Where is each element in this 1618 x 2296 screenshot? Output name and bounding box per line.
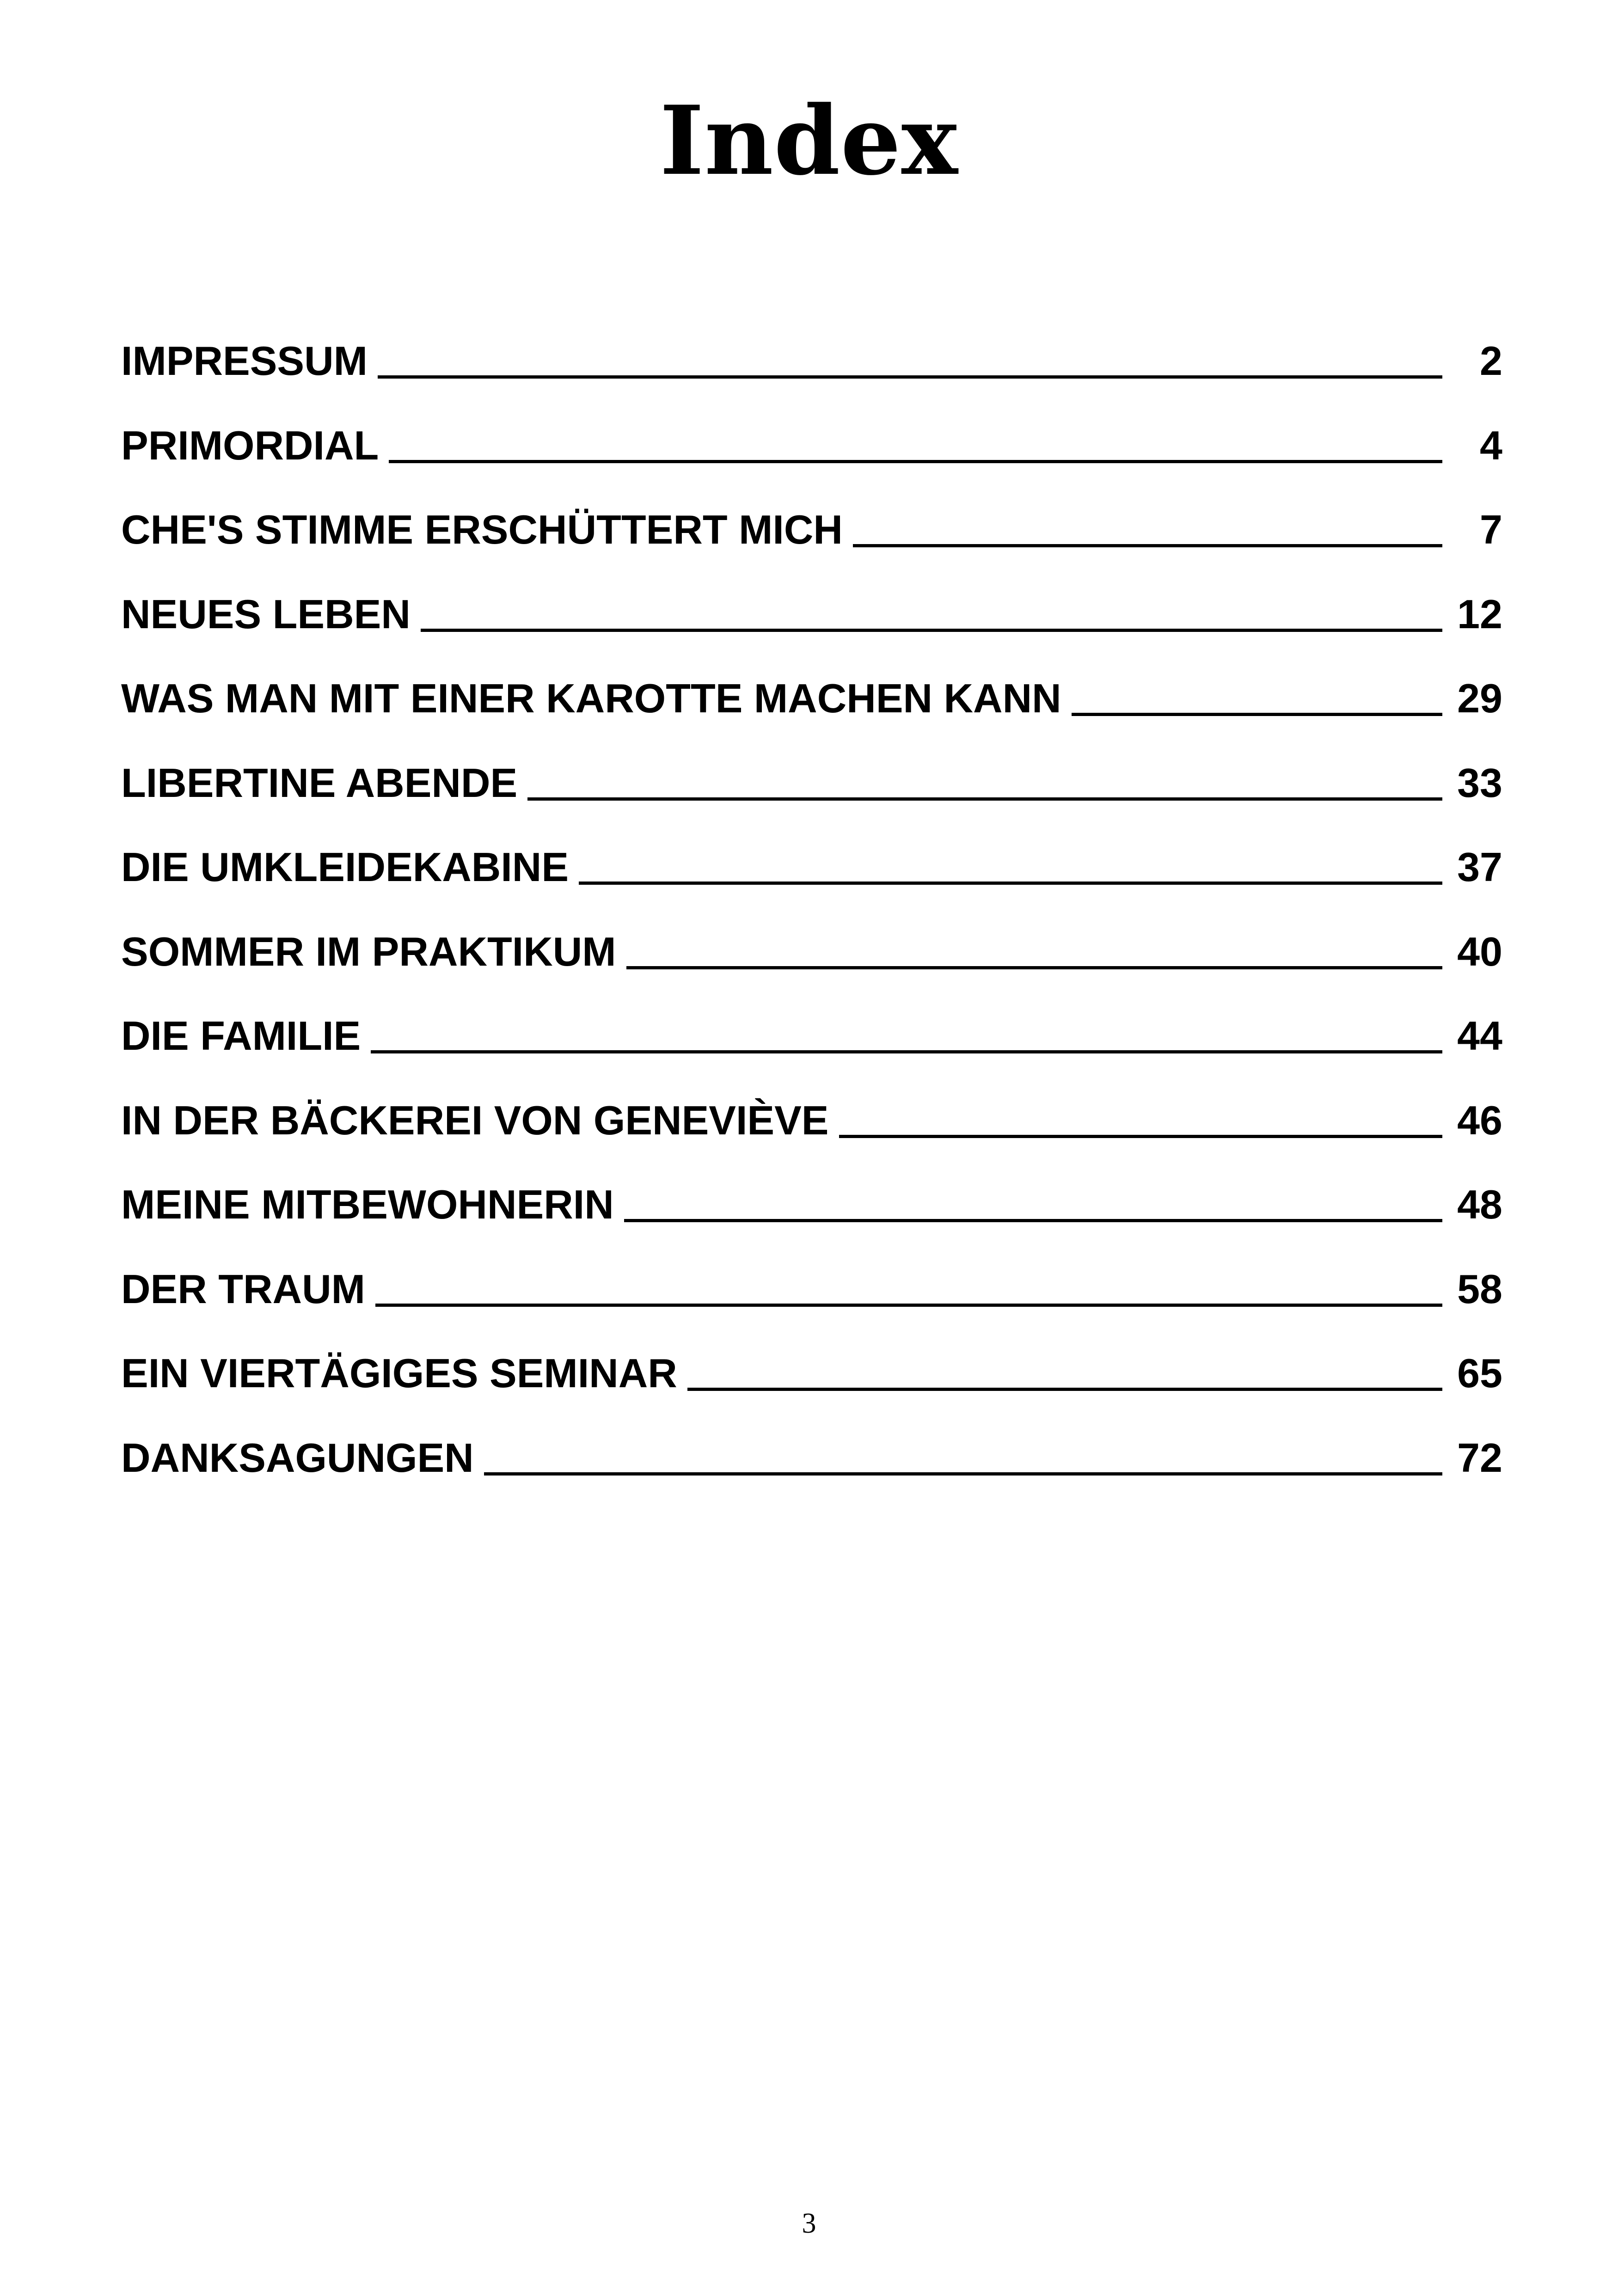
toc-entry-title: MEINE MITBEWOHNERIN: [121, 1182, 614, 1227]
toc-entry-page: 65: [1457, 1350, 1502, 1396]
toc-entry-page: 46: [1457, 1097, 1502, 1143]
toc-entry[interactable]: [121, 741, 1502, 826]
toc-leader-line: [853, 544, 1442, 547]
toc-entry-title: DER TRAUM: [121, 1266, 365, 1312]
toc-entry[interactable]: [121, 404, 1502, 488]
toc-entry[interactable]: [121, 1247, 1502, 1332]
toc-leader-line: [1072, 713, 1442, 716]
toc-entry-title: DIE UMKLEIDEKABINE: [121, 844, 569, 890]
toc-entry-page: 7: [1480, 507, 1502, 552]
toc-entry[interactable]: [121, 488, 1502, 572]
toc-entry-page: 29: [1457, 675, 1502, 721]
page-title: Index: [660, 86, 958, 196]
toc-entry[interactable]: [121, 1078, 1502, 1163]
toc-entry-page: 4: [1480, 422, 1502, 468]
toc-entry-page: 48: [1457, 1182, 1502, 1227]
toc-leader-line: [375, 1304, 1442, 1307]
toc-leader-line: [371, 1050, 1442, 1053]
toc-entry-title: PRIMORDIAL: [121, 422, 379, 468]
toc-entry[interactable]: [121, 910, 1502, 994]
toc-entry[interactable]: [121, 572, 1502, 657]
toc-entry-page: 72: [1457, 1434, 1502, 1481]
toc-leader-line: [839, 1135, 1442, 1138]
toc-entry-title: IMPRESSUM: [121, 338, 368, 384]
toc-entry-title: DANKSAGUNGEN: [121, 1434, 474, 1481]
toc-entry-page: 37: [1457, 844, 1502, 890]
toc-entry-title: LIBERTINE ABENDE: [121, 759, 518, 806]
toc-entry-title: NEUES LEBEN: [121, 591, 411, 637]
toc-entry[interactable]: [121, 825, 1502, 910]
toc-leader-line: [624, 1219, 1442, 1222]
toc-entry-page: 33: [1457, 759, 1502, 806]
toc-leader-line: [579, 882, 1442, 885]
toc-leader-line: [389, 460, 1442, 463]
toc-entry[interactable]: [121, 1416, 1502, 1500]
toc-leader-line: [527, 797, 1442, 801]
toc-entry-page: 2: [1480, 338, 1502, 384]
page-number: 3: [802, 2208, 816, 2239]
toc-entry-title: SOMMER IM PRAKTIKUM: [121, 928, 616, 974]
toc-entry-title: WAS MAN MIT EINER KAROTTE MACHEN KANN: [121, 675, 1061, 721]
toc-entry-page: 40: [1457, 928, 1502, 974]
toc-entry-title: CHE'S STIMME ERSCHÜTTERT MICH: [121, 507, 843, 552]
toc-entry[interactable]: [121, 1163, 1502, 1247]
toc-entry-page: 58: [1457, 1266, 1502, 1312]
toc-leader-line: [378, 375, 1442, 379]
toc-leader-line: [626, 966, 1442, 969]
toc-entry-page: 44: [1457, 1013, 1502, 1059]
toc-entry-title: IN DER BÄCKEREI VON GENEVIÈVE: [121, 1097, 829, 1143]
toc-entry[interactable]: [121, 319, 1502, 404]
toc-entry[interactable]: [121, 994, 1502, 1078]
toc-entry-title: DIE FAMILIE: [121, 1013, 361, 1059]
toc-entry-title: EIN VIERTÄGIGES SEMINAR: [121, 1350, 677, 1396]
toc-entry[interactable]: [121, 656, 1502, 741]
table-of-contents: [121, 319, 1502, 1500]
toc-leader-line: [687, 1388, 1442, 1391]
toc-entry-page: 12: [1457, 591, 1502, 637]
toc-entry[interactable]: [121, 1331, 1502, 1416]
toc-leader-line: [421, 629, 1442, 632]
toc-leader-line: [484, 1472, 1442, 1476]
